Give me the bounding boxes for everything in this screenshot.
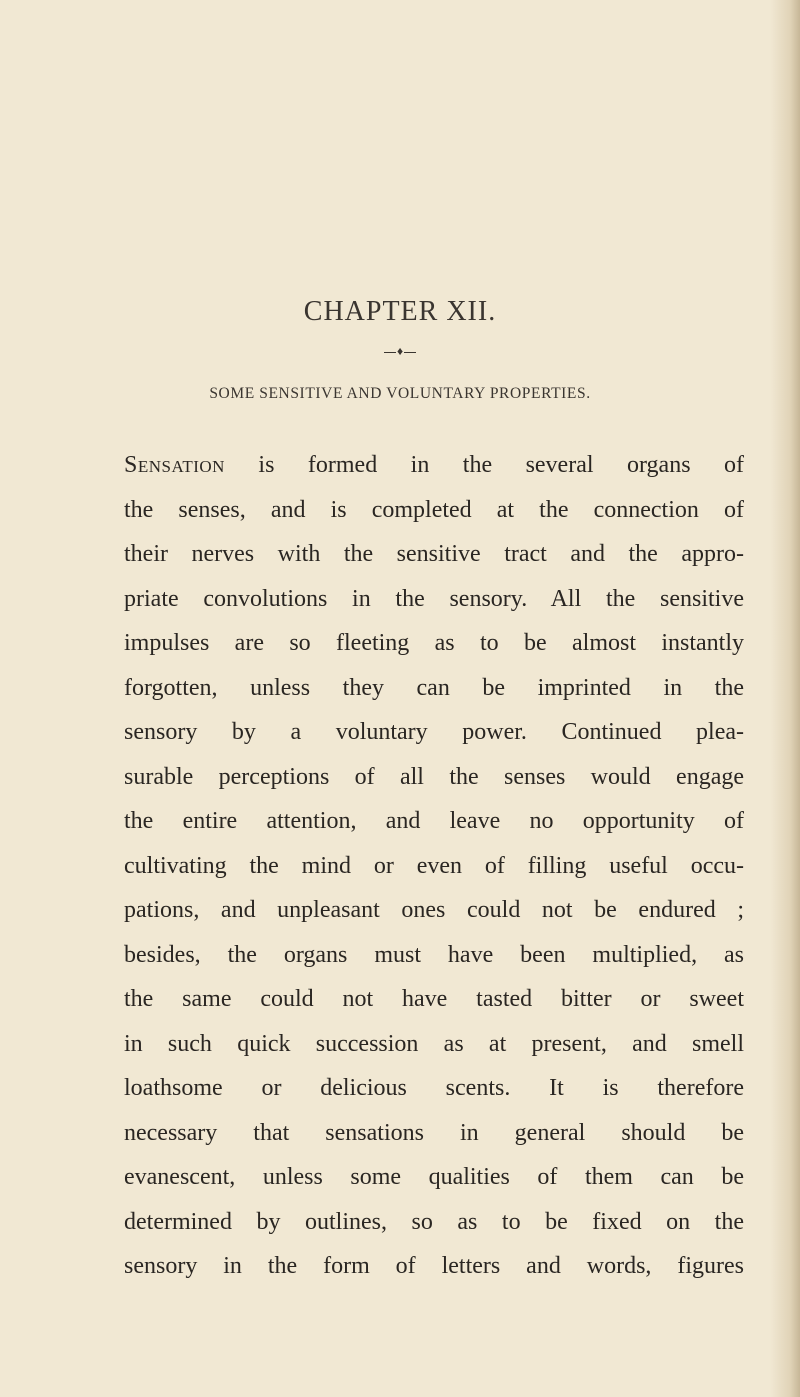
body-paragraph [124,447,744,1293]
text-line: pations, and unpleasant ones could not be endured ; [124,897,744,923]
text-line: loathsome or delicious scents. It is therefore [124,1075,744,1101]
text-line: cultivating the mind or even of filling useful occu- [124,852,744,879]
text-line: the entire attention, and leave no opportunity of [124,808,744,834]
text-line: evanescent, unless some qualities of them can be [124,1164,744,1190]
text-line: besides, the organs must have been multiplied, as [124,941,744,968]
text-line: impulses are so fleeting as to be almost instantly [124,630,744,656]
text-line: in such quick succession as at present, and smell [124,1030,744,1057]
text-line: determined by outlines, so as to be fixed on the [124,1208,744,1235]
text-line: sensory by a voluntary power. Continued plea- [124,719,744,745]
ornament-divider: ♦ [0,344,800,358]
text-line: priate convolutions in the sensory. All the sensitive [124,585,744,612]
text-line: forgotten, unless they can be imprinted in the [124,674,744,701]
text-line: the senses, and is completed at the connection of [124,496,744,523]
line-text: is formed in the several organs of [224,452,744,478]
chapter-subtitle: SOME SENSITIVE AND VOLUNTARY PROPERTIES. [209,385,591,402]
lead-word: Sensation [124,452,225,478]
text-line: necessary that sensations in general should be [124,1119,744,1146]
chapter-title: CHAPTER XII. [303,296,497,327]
text-line: the same could not have tasted bitter or sweet [124,986,744,1012]
text-line [124,447,744,492]
text-line: their nerves with the sensitive tract and the appro- [124,541,744,567]
text-line: surable perceptions of all the senses would engage [124,763,744,790]
text-line: sensory in the form of letters and words, figures [124,1253,744,1279]
